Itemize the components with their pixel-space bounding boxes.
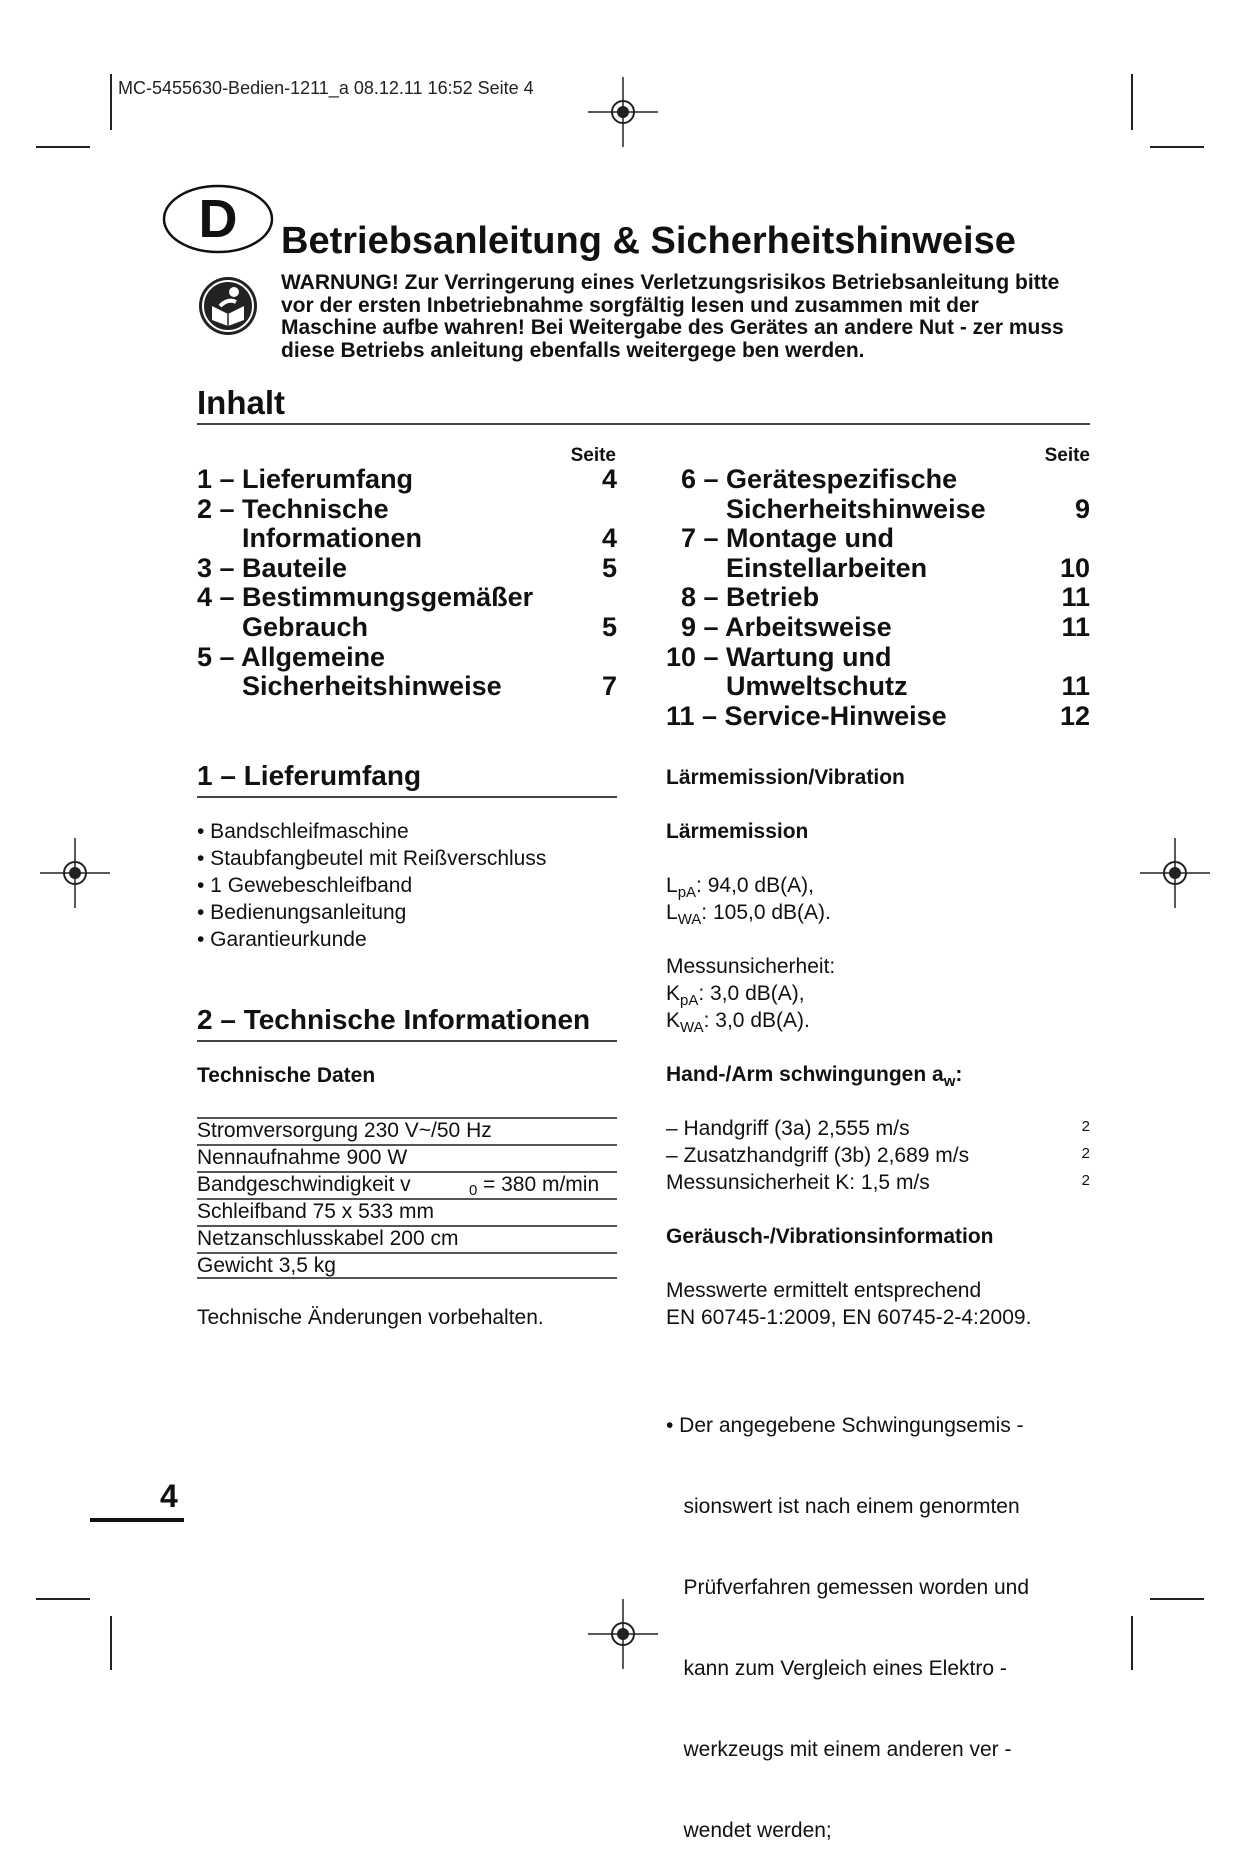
delivery-list [197, 818, 546, 953]
section-heading: 1 – Lieferumfang [197, 760, 422, 791]
list-item: • Garantieurkunde [197, 928, 367, 951]
toc-item-page: 4 [601, 464, 617, 494]
read-manual-icon [198, 276, 258, 336]
toc-item[interactable] [197, 465, 617, 495]
subscript: w [943, 1073, 956, 1091]
registration-mark-icon [588, 1599, 658, 1669]
page-title: Betriebsanleitung & Sicherheitshinweise [281, 220, 1016, 262]
toc-item-label: 3 – Bauteile [197, 552, 348, 583]
page-number-rule [90, 1518, 184, 1522]
warning-text: WARNUNG! Zur Verringerung eines Verletzungsrisikos Betriebsanleitung bitte vor der ersten Inbetriebnahme sorgfältig lesen und zusammen mit der Maschine aufbe wahren! Bei Weitergabe des Gerätes an andere Nut - zer muss diese Betriebs anleitung ebenfalls weitergege ben werden. [281, 271, 1064, 362]
toc-item-page: 4 [601, 523, 617, 554]
subscript: 0 [469, 1182, 478, 1199]
divider [197, 1040, 617, 1042]
table-row [197, 1225, 617, 1252]
divider [197, 796, 617, 798]
section-heading: 2 – Technische Informationen [197, 1004, 591, 1035]
symbol: K [666, 1009, 681, 1032]
measured-line: EN 60745-1:2009, EN 60745-2-4:2009. [666, 1306, 1032, 1329]
lwa-value [666, 899, 831, 933]
crop-mark [36, 146, 90, 148]
subscript: WA [680, 1019, 704, 1037]
info-heading: Geräusch-/Vibrationsinformation [666, 1225, 994, 1248]
value: : 3,0 dB(A), [698, 982, 805, 1005]
tech-data-heading: Technische Daten [197, 1064, 376, 1087]
toc-item[interactable] [197, 672, 617, 702]
toc-item[interactable] [666, 613, 1090, 643]
list-item [666, 1169, 1090, 1196]
toc-item[interactable] [197, 495, 617, 525]
note-line: wendet werden; [666, 1819, 832, 1842]
toc-item[interactable] [666, 524, 1090, 554]
crop-mark [1131, 74, 1133, 130]
toc-item-page: 5 [601, 611, 617, 642]
note-bullet [666, 1358, 1029, 1871]
crop-mark [110, 1616, 112, 1670]
superscript: 2 [1081, 1145, 1090, 1162]
toc-left [197, 465, 617, 702]
list-item: • Bedienungsanleitung [197, 901, 407, 924]
table-cell: Stromversorgung 230 V~/50 Hz [197, 1119, 492, 1142]
list-item: • Staubfangbeutel mit Reißverschluss [197, 847, 547, 870]
crop-mark [1150, 1598, 1204, 1600]
toc-item-label: 9 – Arbeitsweise [666, 611, 892, 642]
toc-item-label: Einstellarbeiten [666, 552, 928, 583]
table-row [197, 1198, 617, 1225]
note-line: kann zum Vergleich eines Elektro - [666, 1657, 1007, 1680]
subscript: pA [677, 884, 697, 902]
toc-item[interactable] [666, 554, 1090, 584]
superscript: 2 [1081, 1172, 1090, 1189]
toc-item-label: Umweltschutz [666, 671, 908, 702]
heading-colon: : [955, 1063, 963, 1086]
toc-item[interactable] [666, 672, 1090, 702]
toc-item[interactable] [666, 465, 1090, 495]
toc-item[interactable] [197, 583, 617, 613]
language-badge: D [198, 189, 238, 249]
table-row [197, 1171, 617, 1198]
hand-arm-heading [666, 1061, 962, 1095]
print-header: MC-5455630-Bedien-1211_a 08.12.11 16:52 Seite 4 [118, 78, 534, 98]
symbol: K [666, 982, 681, 1005]
note-line: • Der angegebene Schwingungsemis - [666, 1414, 1024, 1437]
toc-item-label: 11 – Service-Hinweise [666, 700, 947, 731]
list-item-text: – Zusatzhandgriff (3b) 2,689 m/s [666, 1144, 970, 1167]
value: : 3,0 dB(A). [703, 1009, 810, 1032]
list-item: • 1 Gewebeschleifband [197, 874, 413, 897]
table-row [197, 1252, 617, 1279]
toc-item-label: Sicherheitshinweise [197, 671, 502, 702]
note-line: Prüfverfahren gemessen worden und [666, 1576, 1030, 1599]
noise-vibration-heading: Lärmemission/Vibration [666, 766, 905, 789]
noise-heading: Lärmemission [666, 820, 809, 843]
crop-mark [1131, 1616, 1133, 1670]
registration-mark-icon [1140, 838, 1210, 908]
kwa-value [666, 1007, 810, 1041]
toc-item-page: 11 [1061, 611, 1090, 642]
tech-note: Technische Änderungen vorbehalten. [197, 1306, 544, 1329]
symbol: L [666, 901, 678, 924]
toc-item-page: 12 [1059, 700, 1090, 731]
crop-mark [1150, 146, 1204, 148]
list-item [666, 1142, 1090, 1169]
toc-item[interactable] [197, 524, 617, 554]
toc-item-page: 10 [1059, 552, 1090, 583]
toc-item-label: Informationen [197, 523, 423, 554]
toc-item-label: 2 – Technische [197, 493, 389, 524]
toc-item[interactable] [197, 613, 617, 643]
value: : 94,0 dB(A), [696, 874, 814, 897]
crop-mark [110, 74, 112, 130]
table-cell: Schleifband 75 x 533 mm [197, 1200, 434, 1223]
list-item-text: – Handgriff (3a) 2,555 m/s [666, 1117, 910, 1140]
table-row [197, 1117, 617, 1144]
toc-item[interactable] [666, 702, 1090, 732]
heading-text: Hand-/Arm schwingungen a [666, 1063, 944, 1086]
toc-item-page: 11 [1061, 671, 1090, 702]
toc-item-label: 8 – Betrieb [666, 582, 820, 613]
registration-mark-icon [588, 77, 658, 147]
toc-item-label: 10 – Wartung und [666, 641, 892, 672]
superscript: 2 [1081, 1118, 1090, 1135]
subscript: WA [677, 911, 702, 929]
toc-item[interactable] [666, 495, 1090, 525]
toc-item-label: Sicherheitshinweise [666, 493, 986, 524]
table-cell: Nennaufnahme 900 W [197, 1146, 408, 1169]
toc-item-label: 5 – Allgemeine [197, 641, 386, 672]
table-cell: = 380 m/min [483, 1173, 600, 1196]
divider [197, 423, 1090, 425]
note-line: sionswert ist nach einem genormten [666, 1495, 1020, 1518]
toc-page-label: Seite [1044, 445, 1090, 466]
toc-item[interactable] [197, 643, 617, 673]
toc-item-label: 4 – Bestimmungsgemäßer [197, 582, 534, 613]
uncertainty-label: Messunsicherheit: [666, 955, 836, 978]
toc-item-label: 1 – Lieferumfang [197, 464, 414, 494]
toc-item[interactable] [666, 583, 1090, 613]
list-item-text: Messunsicherheit K: 1,5 m/s [666, 1171, 930, 1194]
crop-mark [36, 1598, 90, 1600]
registration-mark-icon [40, 838, 110, 908]
contents-heading: Inhalt [197, 384, 285, 421]
list-item: • Bandschleifmaschine [197, 820, 409, 843]
list-item [666, 1115, 1090, 1142]
measured-line: Messwerte ermittelt entsprechend [666, 1279, 982, 1302]
toc-item-page: 7 [601, 671, 617, 702]
toc-item-label: Gebrauch [197, 611, 369, 642]
toc-item-label: 7 – Montage und [666, 523, 895, 554]
toc-item[interactable] [197, 554, 617, 584]
vibration-list [666, 1115, 1090, 1196]
toc-item-label: 6 – Gerätespezifische [666, 464, 958, 494]
page-number: 4 [160, 1478, 178, 1514]
table-cell: Netzanschlusskabel 200 cm [197, 1227, 459, 1250]
symbol: L [666, 874, 678, 897]
table-row [197, 1144, 617, 1171]
toc-item-page: 5 [601, 552, 617, 583]
table-cell: Bandgeschwindigkeit v [197, 1173, 411, 1196]
toc-item-page: 11 [1061, 582, 1090, 613]
toc-item-page: 9 [1074, 493, 1090, 524]
value: : 105,0 dB(A). [701, 901, 831, 924]
subscript: pA [680, 992, 699, 1010]
note-line: werkzeugs mit einem anderen ver - [666, 1738, 1012, 1761]
toc-item[interactable] [666, 643, 1090, 673]
toc-page-label: Seite [570, 445, 616, 466]
toc-right [666, 465, 1090, 731]
tech-data-table [197, 1117, 617, 1279]
table-cell: Gewicht 3,5 kg [197, 1254, 336, 1277]
